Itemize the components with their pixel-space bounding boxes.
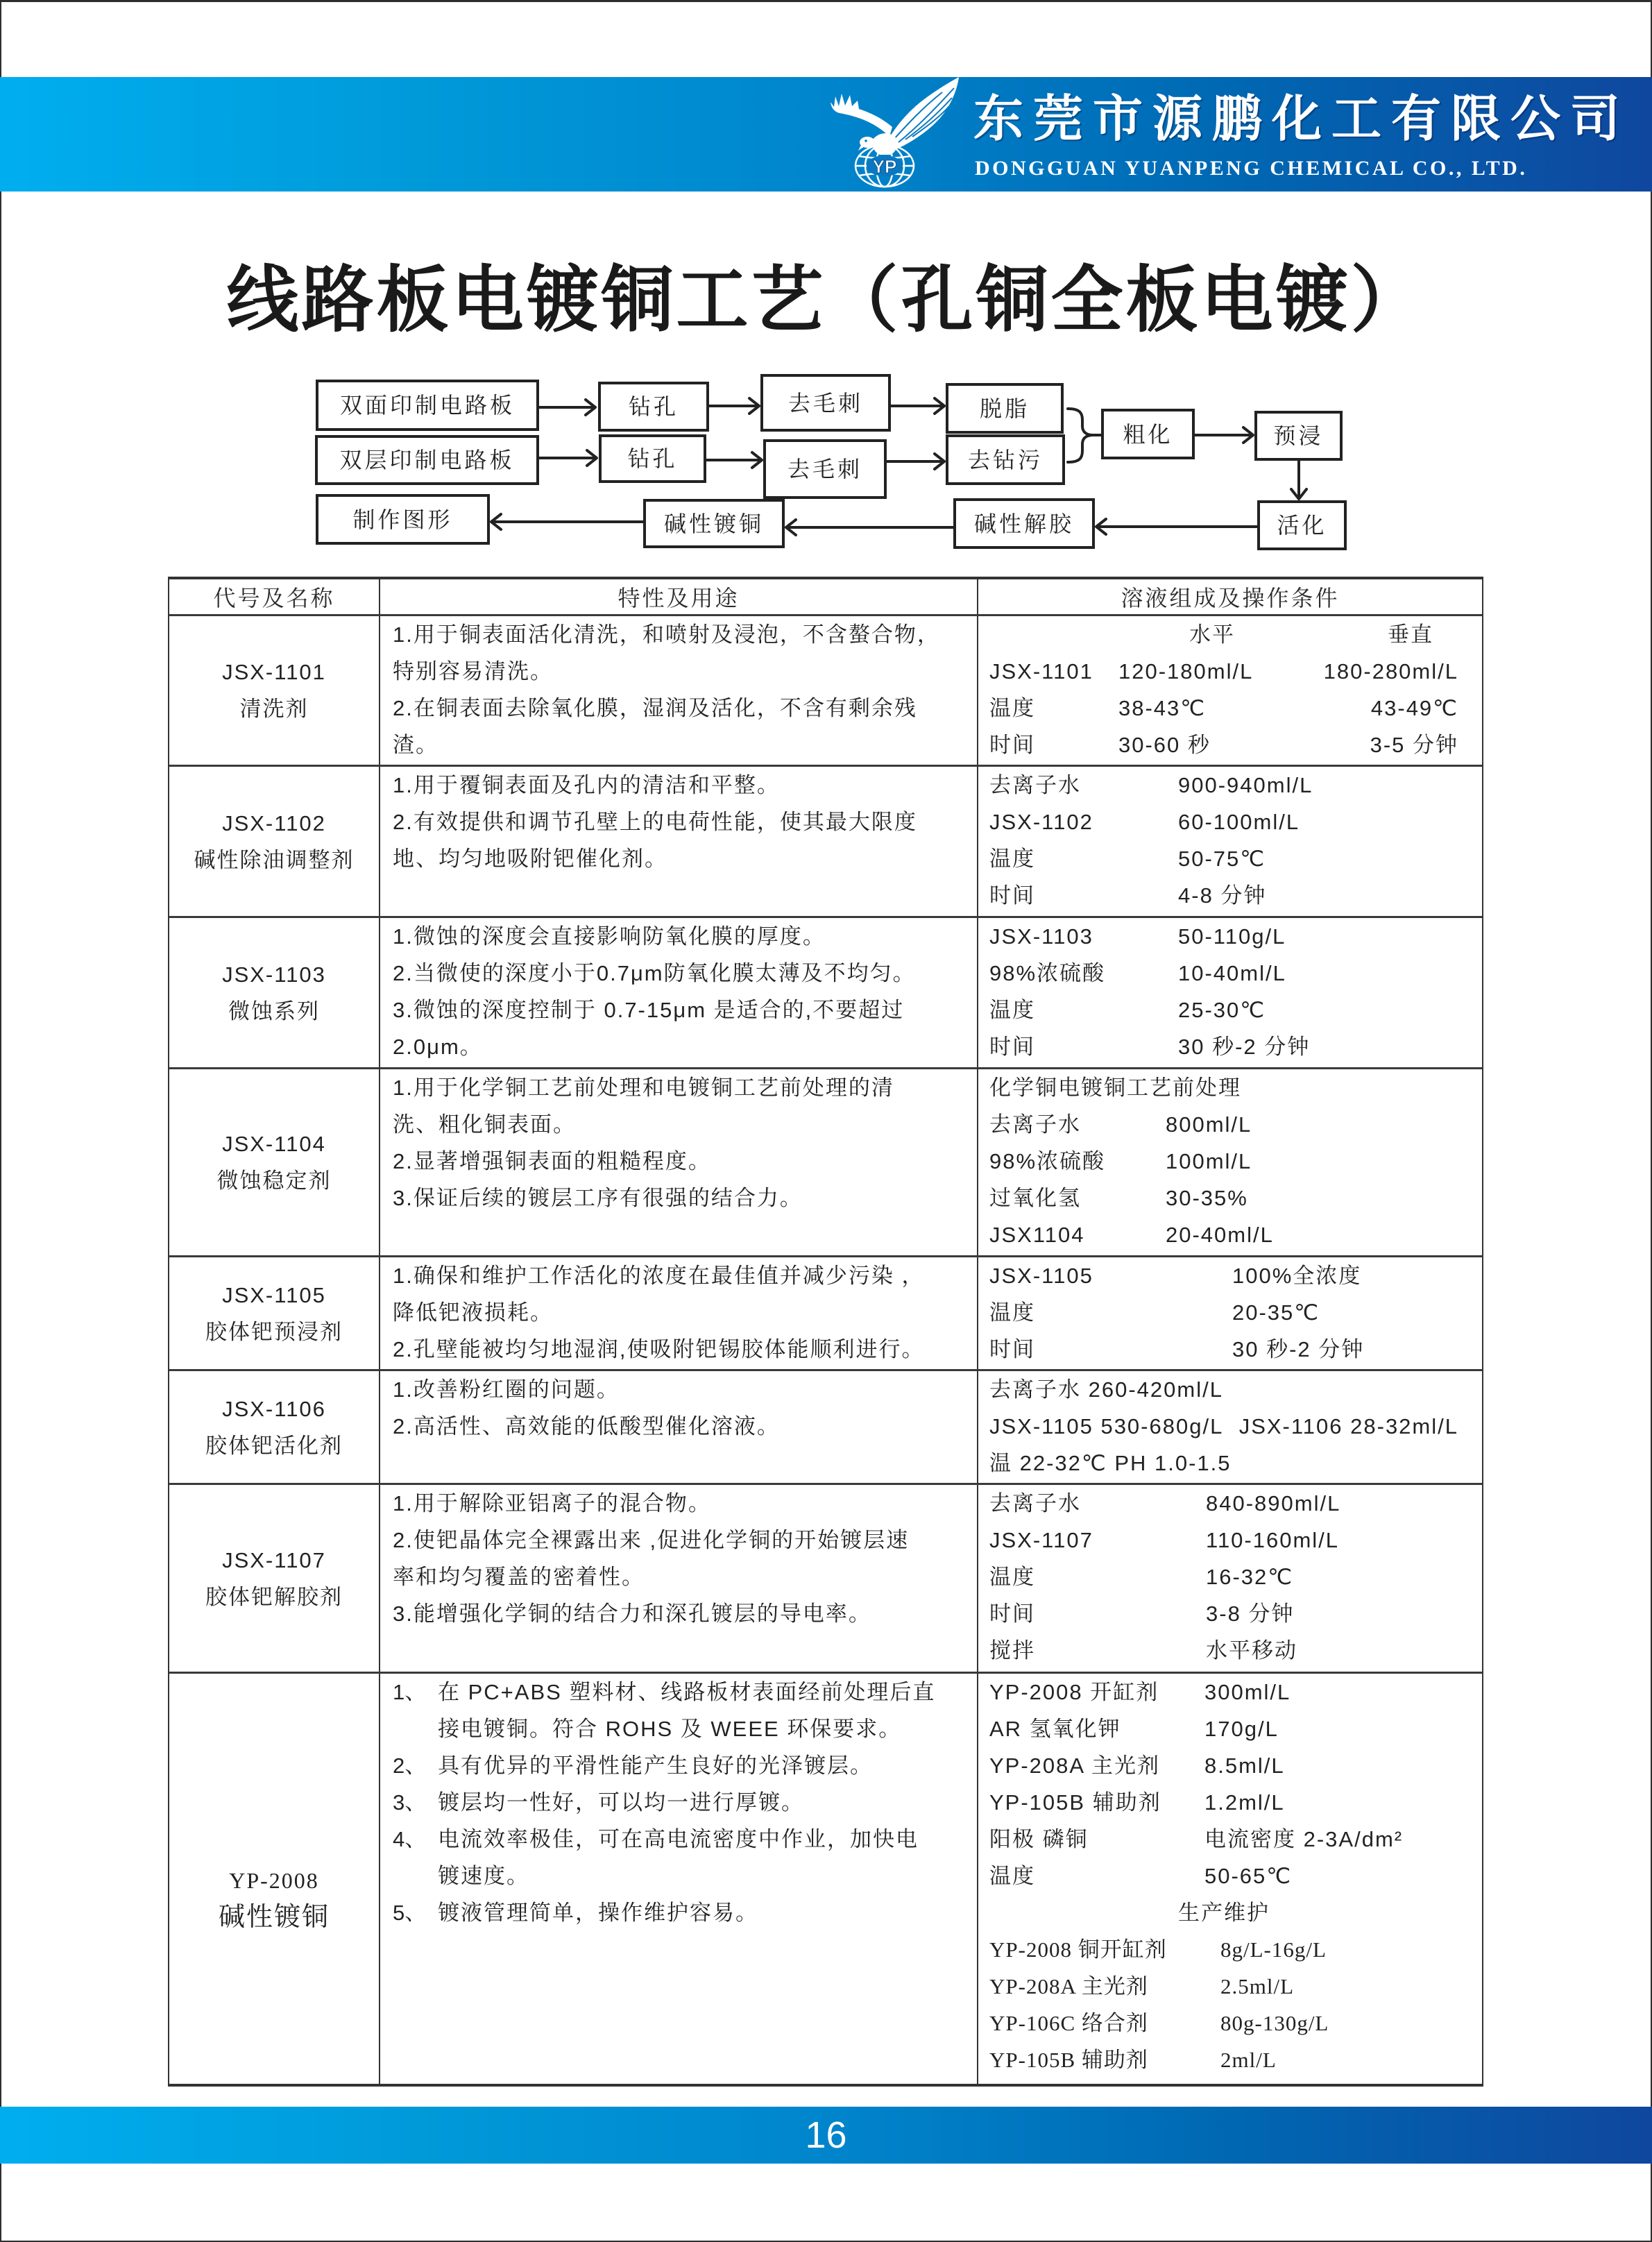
company-name-english: DONGGUAN YUANPENG CHEMICAL CO., LTD.: [975, 157, 1528, 180]
feature-line: 镀液管理简单，操作维护容易。: [438, 1901, 758, 1925]
solution-value: 8g/L-16g/L: [1220, 1937, 1327, 1962]
solution-value: 20-40ml/L: [1166, 1223, 1274, 1247]
table-row: [169, 767, 1482, 918]
flow-step-degreasing: 脱脂: [946, 383, 1064, 434]
solution-label: 98%浓硫酸: [989, 961, 1106, 985]
product-name: 胶体钯预浸剂: [205, 1319, 343, 1344]
feature-line: 1.用于解除亚铝离子的混合物。: [393, 1491, 711, 1515]
product-code: YP-2008: [229, 1867, 319, 1893]
solution-cell: [978, 1371, 1482, 1483]
feature-line: 率和均匀覆盖的密着性。: [393, 1565, 645, 1589]
page-title: 线路板电镀铜工艺（孔铜全板电镀）: [226, 260, 1426, 341]
feature-line: 1.用于覆铜表面及孔内的清洁和平整。: [393, 773, 780, 797]
features-cell: [380, 1257, 978, 1369]
feature-line: 渣。: [393, 733, 438, 757]
feature-item: [393, 1894, 977, 1931]
solution-line: [989, 690, 1458, 727]
product-code: JSX-1103: [222, 962, 326, 987]
solution-line: 去离子水 260-420ml/L: [989, 1377, 1223, 1402]
page-number: 16: [805, 2114, 847, 2156]
features-cell: [380, 1371, 978, 1483]
flow-step-predip: 预浸: [1254, 411, 1343, 461]
solution-cell: [978, 1674, 1482, 2084]
table-row: [169, 1674, 1482, 2084]
solution-line: [989, 955, 1458, 992]
product-cell: [169, 1485, 380, 1672]
logo-monogram: YP: [872, 156, 897, 177]
flow-step-activation: 活化: [1257, 500, 1347, 550]
solution-component: JSX-1106 28-32ml/L: [1238, 1414, 1458, 1438]
product-cell: [169, 1371, 380, 1483]
solution-value: 900-940ml/L: [1178, 773, 1313, 797]
solution-line: [989, 2041, 1458, 2078]
solution-line: [989, 877, 1458, 914]
company-name-chinese: 东莞市源鹏化工有限公司: [973, 89, 1630, 148]
features-cell: [380, 1674, 978, 2084]
solution-value: 4-8 分钟: [1178, 883, 1267, 908]
solution-value: 20-35℃: [1232, 1300, 1320, 1325]
solution-line: [989, 1747, 1458, 1784]
feature-text: [438, 1894, 758, 1931]
solution-line: [989, 1522, 1458, 1559]
solution-label: YP-208A 主光剂: [989, 1974, 1148, 1998]
solution-label: 时间: [989, 1602, 1035, 1626]
solution-line: [989, 1821, 1458, 1858]
solution-label: 去离子水: [989, 1112, 1081, 1137]
features-cell: [380, 918, 978, 1067]
solution-value: 2.5ml/L: [1220, 1974, 1295, 1998]
solution-line: [989, 1784, 1458, 1821]
table-row: [169, 1485, 1482, 1674]
solution-label: YP-208A 主光剂: [989, 1753, 1160, 1778]
solution-label: 温度: [989, 696, 1035, 720]
feature-text: [438, 1784, 804, 1821]
flow-step-drilling: 钻孔: [599, 434, 706, 483]
solution-line: [989, 1331, 1458, 1368]
solution-value: 43-49℃: [1370, 696, 1458, 720]
feature-line: 3.能增强化学铜的结合力和深孔镀层的导电率。: [393, 1602, 871, 1626]
product-code: JSX-1105: [222, 1282, 326, 1307]
solution-label: 时间: [989, 733, 1035, 757]
solution-line: [989, 1106, 1458, 1143]
solution-line: [989, 2005, 1458, 2041]
solution-line: [989, 767, 1458, 804]
table-row: [169, 918, 1482, 1069]
flow-step-alkaline-accelerator: 碱性解胶: [953, 498, 1095, 549]
solution-value: 8.5ml/L: [1204, 1753, 1285, 1778]
solution-line: [989, 1595, 1458, 1632]
solution-line: [989, 1216, 1458, 1253]
solution-value: 30-60 秒: [1118, 733, 1211, 757]
product-name: 胶体钯解胶剂: [205, 1584, 343, 1609]
feature-line: 1.用于铜表面活化清洗，和喷射及浸泡，不含螯合物，: [393, 622, 940, 647]
features-cell: [380, 1485, 978, 1672]
solution-line: [989, 1710, 1458, 1747]
column-header-solution: 溶液组成及操作条件: [1121, 586, 1340, 611]
feature-line: 2.显著增强铜表面的粗糙程度。: [393, 1149, 711, 1173]
eagle-globe-logo-icon: [819, 73, 964, 191]
feature-line: 接电镀铜。符合 ROHS 及 WEEE 环保要求。: [438, 1717, 902, 1741]
solution-line: [989, 1294, 1458, 1331]
column-header-code-name: 代号及名称: [169, 579, 380, 614]
solution-value: 800ml/L: [1166, 1112, 1252, 1137]
feature-item: [393, 1747, 977, 1784]
feature-text: [438, 1674, 935, 1747]
solution-label: 时间: [989, 883, 1035, 908]
solution-label: JSX1104: [989, 1223, 1085, 1247]
solution-cell: [978, 767, 1482, 916]
solution-label: 阳极 磷铜: [989, 1827, 1089, 1851]
solution-label: 去离子水: [989, 773, 1081, 797]
solution-value: 30-35%: [1166, 1186, 1248, 1210]
feature-number: 1、: [393, 1680, 427, 1704]
solution-value: 840-890ml/L: [1206, 1491, 1341, 1515]
product-table: [168, 577, 1483, 2087]
solution-value: 10-40ml/L: [1178, 961, 1286, 985]
product-code: JSX-1101: [222, 660, 326, 684]
feature-line: 3.保证后续的镀层工序有很强的结合力。: [393, 1186, 803, 1210]
solution-label: JSX-1107: [989, 1528, 1093, 1552]
solution-line: [989, 1408, 1458, 1445]
features-cell: [380, 767, 978, 916]
solution-label: 去离子水: [989, 1491, 1081, 1515]
product-code: JSX-1104: [222, 1132, 326, 1156]
flow-step-double-sided-pcb: 双面印制电路板: [316, 380, 539, 431]
solution-value: 38-43℃: [1118, 696, 1207, 720]
product-cell: [169, 616, 380, 765]
solution-line: 温 22-32℃ PH 1.0-1.5: [989, 1451, 1232, 1475]
solution-label: 温度: [989, 1300, 1035, 1325]
solution-value: 120-180ml/L: [1118, 659, 1254, 683]
table-row: [169, 1069, 1482, 1257]
solution-line: [989, 804, 1458, 840]
feature-line: 2.使钯晶体完全裸露出来 ,促进化学铜的开始镀层速: [393, 1528, 910, 1552]
solution-value: 水平: [1189, 622, 1235, 647]
feature-line: 在 PC+ABS 塑料材、线路板材表面经前处理后直: [438, 1680, 936, 1704]
solution-cell: [978, 616, 1482, 765]
solution-value: 电流密度 2-3A/dm²: [1204, 1827, 1404, 1851]
flow-step-pattern-making: 制作图形: [316, 494, 490, 545]
solution-value: 60-100ml/L: [1178, 810, 1300, 834]
feature-line: 具有优异的平滑性能产生良好的光泽镀层。: [438, 1753, 873, 1778]
solution-line: [989, 840, 1458, 877]
solution-line: [989, 1632, 1458, 1669]
solution-label: 温度: [989, 1864, 1035, 1888]
solution-label: JSX-1105: [989, 1264, 1093, 1288]
feature-line: 1.微蚀的深度会直接影响防氧化膜的厚度。: [393, 924, 826, 949]
feature-line: 1.用于化学铜工艺前处理和电镀铜工艺前处理的清: [393, 1076, 894, 1100]
solution-line: [989, 1674, 1458, 1710]
feature-line: 1.确保和维护工作活化的浓度在最佳值并减少污染 ，: [393, 1264, 925, 1288]
solution-value: 50-65℃: [1204, 1864, 1293, 1888]
solution-line: [989, 1257, 1458, 1294]
solution-value: 2ml/L: [1220, 2048, 1277, 2072]
product-name: 微蚀系列: [228, 999, 320, 1024]
feature-item: [393, 1674, 977, 1747]
feature-text: [438, 1821, 919, 1894]
table-body: [169, 616, 1482, 2084]
solution-line: [989, 992, 1458, 1028]
feature-item: [393, 1784, 977, 1821]
flow-step-roughening: 粗化: [1101, 409, 1195, 459]
solution-label: 时间: [989, 1337, 1035, 1361]
solution-line: [989, 727, 1458, 763]
feature-number: 5、: [393, 1901, 427, 1925]
feature-line: 2.孔壁能被均匀地湿润,使吸附钯锡胶体能顺利进行。: [393, 1337, 925, 1361]
table-row: [169, 1371, 1482, 1485]
feature-line: 2.有效提供和调节孔壁上的电荷性能，使其最大限度: [393, 810, 917, 834]
solution-value: 1.2ml/L: [1204, 1790, 1285, 1815]
feature-line: 2.当微使的深度小于0.7μm防氧化膜太薄及不均匀。: [393, 961, 916, 985]
solution-label: 温度: [989, 1565, 1035, 1589]
solution-section-heading: 生产维护: [1178, 1901, 1270, 1925]
solution-line: [989, 616, 1458, 653]
product-name: 碱性除油调整剂: [194, 847, 355, 872]
feature-item: [393, 1821, 977, 1894]
solution-label: AR 氢氧化钾: [989, 1717, 1121, 1741]
product-code: JSX-1107: [222, 1547, 326, 1572]
flow-step-alkaline-copper-plating: 碱性镀铜: [643, 499, 785, 548]
product-cell: [169, 1069, 380, 1255]
product-name: 胶体钯活化剂: [205, 1433, 343, 1458]
table-row: [169, 1257, 1482, 1371]
solution-label: YP-106C 络合剂: [989, 2011, 1148, 2035]
product-cell: [169, 767, 380, 916]
feature-line: 电流效率极佳，可在高电流密度中作业，加快电: [438, 1827, 919, 1851]
solution-label: YP-2008 开缸剂: [989, 1680, 1159, 1704]
feature-line: 1.改善粉红圈的问题。: [393, 1377, 620, 1402]
flow-step-deburring: 去毛刺: [763, 439, 887, 499]
features-cell: [380, 1069, 978, 1255]
feature-number: 3、: [393, 1790, 427, 1815]
product-cell: [169, 1257, 380, 1369]
feature-number: 4、: [393, 1827, 427, 1851]
feature-line: 2.在铜表面去除氧化膜，湿润及活化，不含有剩余残: [393, 696, 917, 720]
footer-banner: [0, 2107, 1652, 2164]
solution-value: 50-110g/L: [1178, 924, 1286, 949]
solution-label: 搅拌: [989, 1638, 1035, 1663]
product-code: JSX-1102: [222, 810, 326, 835]
solution-label: YP-2008 铜开缸剂: [989, 1937, 1167, 1962]
solution-value: 50-75℃: [1178, 847, 1266, 871]
solution-value: 80g-130g/L: [1220, 2011, 1329, 2035]
product-name: 清洗剂: [239, 697, 309, 721]
solution-line: [989, 1559, 1458, 1595]
column-header-features: 特性及用途: [380, 579, 978, 614]
feature-line: 降低钯液损耗。: [393, 1300, 553, 1325]
flow-step-deburring: 去毛刺: [760, 374, 891, 432]
feature-line: 镀速度。: [438, 1864, 529, 1888]
feature-text: [438, 1747, 873, 1784]
product-code: JSX-1106: [222, 1396, 326, 1421]
solution-component: JSX-1105 530-680g/L: [989, 1414, 1224, 1438]
flow-step-double-layer-pcb: 双层印制电路板: [315, 435, 539, 485]
solution-value: 110-160ml/L: [1206, 1528, 1340, 1552]
solution-line: [989, 1858, 1458, 1894]
solution-line: [989, 1143, 1458, 1180]
solution-value: 25-30℃: [1178, 998, 1266, 1022]
product-cell: [169, 918, 380, 1067]
feature-line: 镀层均一性好，可以均一进行厚镀。: [438, 1790, 804, 1815]
solution-label: JSX-1103: [989, 924, 1093, 949]
solution-line: [989, 918, 1458, 955]
solution-line: [989, 653, 1458, 690]
solution-line: [989, 1485, 1458, 1522]
features-cell: [380, 616, 978, 765]
solution-value: 30 秒-2 分钟: [1178, 1035, 1311, 1059]
solution-value: 3-5 分钟: [1370, 733, 1458, 757]
solution-value: 垂直: [1388, 622, 1433, 647]
flow-step-drilling: 钻孔: [598, 382, 709, 432]
product-name: 微蚀稳定剂: [216, 1169, 332, 1193]
feature-line: 洗、粗化铜表面。: [393, 1112, 576, 1137]
solution-value: 170g/L: [1204, 1717, 1279, 1741]
solution-label: 温度: [989, 847, 1035, 871]
product-name: 碱性镀铜: [218, 1902, 330, 1932]
feature-line: 地、均匀地吸附钯催化剂。: [393, 847, 667, 871]
solution-line: 化学铜电镀铜工艺前处理: [989, 1076, 1241, 1100]
header-banner: [0, 77, 1652, 192]
solution-value: 300ml/L: [1204, 1680, 1291, 1704]
solution-label: YP-105B 辅助剂: [989, 2048, 1148, 2072]
table-row: [169, 616, 1482, 767]
solution-line: [989, 1028, 1458, 1065]
solution-cell: [978, 1485, 1482, 1672]
solution-cell: [978, 918, 1482, 1067]
solution-cell: [978, 1069, 1482, 1255]
solution-label: 时间: [989, 1035, 1035, 1059]
solution-value: 16-32℃: [1206, 1565, 1294, 1589]
solution-label: 98%浓硫酸: [989, 1149, 1106, 1173]
solution-value: 100%全浓度: [1232, 1264, 1362, 1288]
solution-value: 水平移动: [1206, 1638, 1297, 1663]
solution-value: 3-8 分钟: [1206, 1602, 1295, 1626]
solution-line: [989, 1931, 1458, 1968]
feature-line: 3.微蚀的深度控制于 0.7-15μm 是适合的,不要超过: [393, 998, 905, 1022]
solution-value: 180-280ml/L: [1323, 659, 1458, 683]
feature-number: 2、: [393, 1753, 427, 1778]
feature-line: 特别容易清洗。: [393, 659, 553, 683]
solution-label: JSX-1101: [989, 659, 1093, 683]
solution-label: 温度: [989, 998, 1035, 1022]
feature-line: 2.高活性、高效能的低酸型催化溶液。: [393, 1414, 780, 1438]
solution-label: [989, 616, 1118, 653]
solution-line: [989, 1180, 1458, 1216]
solution-label: JSX-1102: [989, 810, 1093, 834]
solution-cell: [978, 1257, 1482, 1369]
table-header-row: [169, 579, 1482, 616]
feature-line: 2.0μm。: [393, 1035, 483, 1059]
solution-label: YP-105B 辅助剂: [989, 1790, 1161, 1815]
product-cell: [169, 1674, 380, 2084]
solution-value: 30 秒-2 分钟: [1232, 1337, 1365, 1361]
solution-label: 过氧化氢: [989, 1186, 1081, 1210]
flow-step-desmear: 去钻污: [946, 434, 1065, 485]
solution-line: [989, 1968, 1458, 2005]
solution-value: 100ml/L: [1166, 1149, 1252, 1173]
